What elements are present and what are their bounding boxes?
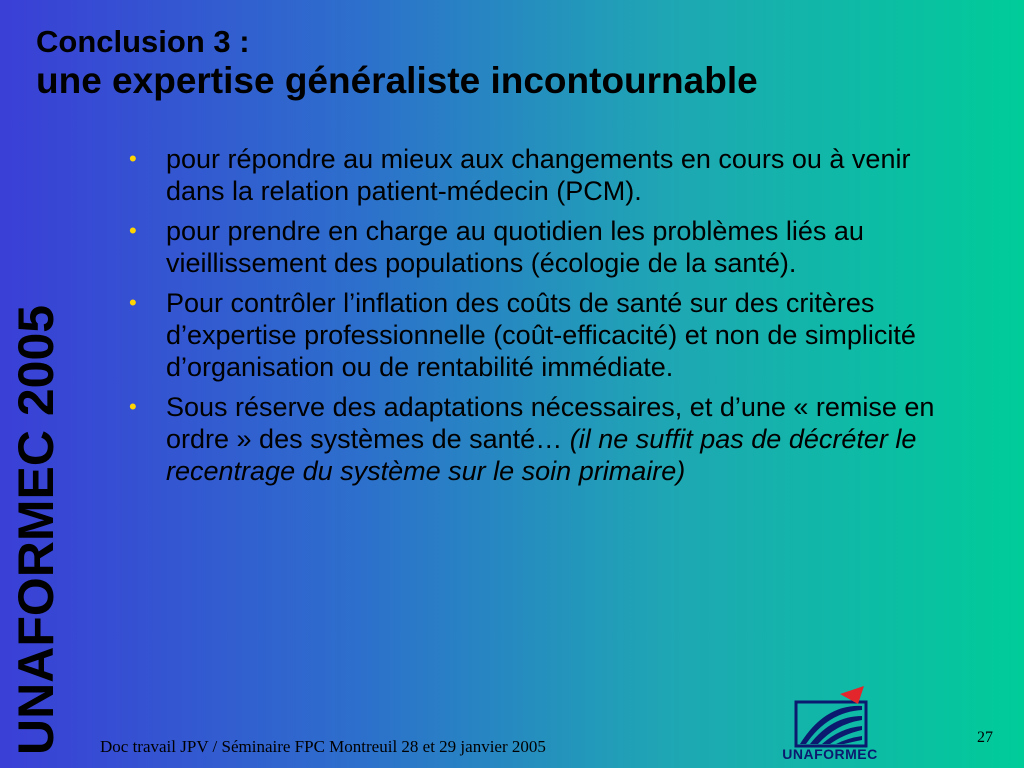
bullet-dot-icon: • [129, 394, 137, 419]
slide-title [36, 24, 996, 102]
bullet-text: Pour contrôler l’inflation des coûts de santé sur des critères d’expertise professionnelle (coût-efficacité) et non de simplicité d’organisation ou de rentabilité immédiate. [166, 288, 916, 382]
logo-text: UNAFORMEC [782, 746, 878, 762]
bullet-text: pour prendre en charge au quotidien les problèmes liés au vieillissement des populations (écologie de la santé). [166, 216, 864, 278]
vertical-brand-label: UNAFORMEC 2005 [8, 304, 64, 755]
logo-graphic [770, 684, 890, 748]
bullet-item-1 [126, 143, 966, 207]
page-number: 27 [977, 729, 993, 746]
bullet-dot-icon: • [129, 218, 137, 243]
bullet-dot-icon: • [129, 290, 137, 315]
title-line-2: une expertise généraliste incontournable [36, 60, 758, 101]
bullet-item-4 [126, 391, 966, 487]
bullet-item-3 [126, 287, 966, 383]
bullet-text: pour répondre au mieux aux changements en cours ou à venir dans la relation patient-médecin (PCM). [166, 144, 911, 206]
bullet-list [126, 143, 966, 495]
bullet-dot-icon: • [129, 146, 137, 171]
unaformec-logo-icon [770, 684, 890, 768]
bullet-italic-text: (il ne suffit pas de décréter le recentrage du système sur le soin primaire) [166, 424, 917, 486]
bullet-text: Sous réserve des adaptations nécessaires, et d’une « remise en ordre » des systèmes de santé… [166, 392, 935, 454]
title-line-1: Conclusion 3 : [36, 24, 250, 59]
footer-text: Doc travail JPV / Séminaire FPC Montreuil 28 et 29 janvier 2005 [100, 737, 546, 756]
bullet-item-2 [126, 215, 966, 279]
